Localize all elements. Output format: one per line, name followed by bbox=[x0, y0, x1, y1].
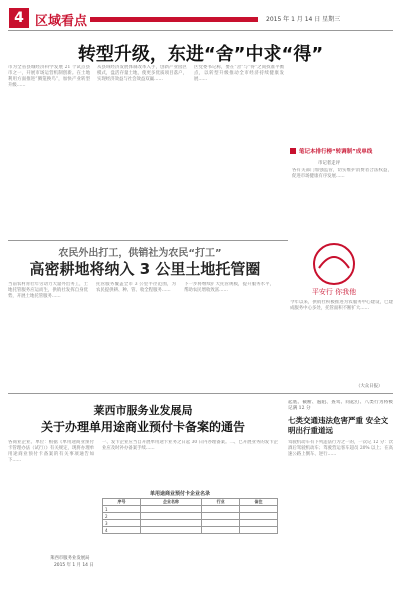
notice-headline-1: 莱西市服务业发展局 bbox=[93, 404, 193, 417]
table-cell bbox=[240, 513, 278, 520]
right-headline: 七类交通违法危害严重 安全文明出行重道远 bbox=[288, 416, 389, 435]
right-text: 驾驶机动车有下列违法行为之一的，一次记 12 分：饮酒后驾驶机动车；驾驶营运客车超员 20% 以上；在高速公路上倒车、逆行…… bbox=[288, 440, 393, 457]
section-title: 区域看点 bbox=[35, 14, 88, 29]
table-cell bbox=[140, 520, 201, 527]
table-cell bbox=[202, 520, 240, 527]
table-cell bbox=[140, 506, 201, 513]
middle-side-author: （大众日报） bbox=[356, 384, 383, 389]
date-line: 2015 年 1 月 14 日 星期三 bbox=[266, 16, 341, 23]
top-column-2: 从县域经济发展体制改革入手，创新产业园区模式，盘活存量土地，使更多优质项目落户，实现经济效益与社会效益双赢…… bbox=[97, 65, 187, 82]
notice-headline-2: 关于办理单用途商业预付卡备案的通告 bbox=[40, 420, 245, 434]
table-row bbox=[103, 527, 278, 534]
divider bbox=[8, 30, 393, 31]
table-cell: 1 bbox=[103, 506, 141, 513]
logo-text: 平安行 你我他 bbox=[311, 288, 357, 296]
table-row bbox=[103, 513, 278, 520]
masthead-red-bar bbox=[90, 17, 258, 22]
table-row bbox=[103, 520, 278, 527]
table-cell: 4 bbox=[103, 527, 141, 534]
notice-column-1: 各商业企业、单位：根据《单用途商业预付卡管理办法（试行）》有关规定，现将办理单用途商业预付卡备案的有关事项通告如下…… bbox=[8, 440, 94, 463]
table-header: 序号 bbox=[103, 499, 141, 506]
table-header: 行业 bbox=[202, 499, 240, 506]
table-cell bbox=[240, 520, 278, 527]
enterprise-table bbox=[102, 498, 278, 534]
table-row bbox=[103, 506, 278, 513]
middle-kicker: 农民外出打工，供销社为农民“打工” bbox=[58, 248, 222, 259]
table-cell bbox=[240, 506, 278, 513]
table-cell bbox=[202, 506, 240, 513]
middle-column-1: 当前农村青壮年劳动力大量外出务工，土地托管服务应运而生，供销社发挥自身优势，开展土地托管服务…… bbox=[8, 282, 88, 299]
safety-logo-icon bbox=[303, 240, 365, 298]
notice-signature-org: 莱西市服务业发展局 bbox=[50, 556, 90, 561]
table-cell: 3 bbox=[103, 520, 141, 527]
sidebar-text: 各有关部门加强监管，切实维护消费者合法权益，促进市场健康有序发展…… bbox=[292, 168, 392, 179]
page-number: 4 bbox=[9, 8, 29, 28]
table-cell: 2 bbox=[103, 513, 141, 520]
table-cell bbox=[140, 527, 201, 534]
notice-signature-date: 2015 年 1 月 14 日 bbox=[54, 563, 94, 568]
sidebar-head-text: 笔记本排行榜“转调制”成单线 bbox=[299, 149, 373, 155]
middle-side-text: 今年以来，供销社积极推进为农服务中心建设，已建成服务中心多处，托管面积不断扩大…… bbox=[290, 300, 393, 311]
middle-headline: 高密耕地将纳入 3 公里土地托管圈 bbox=[29, 260, 261, 278]
sidebar-author: 市记者走评 bbox=[318, 161, 340, 166]
table-header: 企业名称 bbox=[140, 499, 201, 506]
notice-column-2: 一、发卡企业应当自开展单用途卡业务之日起 30 日内办理备案。二、已开展业务的发卡企业应及时补办备案手续…… bbox=[102, 440, 278, 451]
table-cell bbox=[202, 527, 240, 534]
table-cell bbox=[140, 513, 201, 520]
middle-column-3: 下一步将继续扩大托管规模，提升服务水平，帮助农民增收致富…… bbox=[184, 282, 274, 293]
middle-column-2: 托管服务覆盖全市 3 公里半径范围，为农民提供耕、种、管、收全程服务…… bbox=[96, 282, 176, 293]
masthead bbox=[0, 0, 401, 34]
top-column-3: 区党委书记称，要在“舍”与“得”之间找准平衡点，以转型升级推动全市经济持续健康发展…… bbox=[194, 65, 284, 82]
divider bbox=[8, 240, 288, 241]
top-column-1: 市为全省县城经济科学发展 21 个试点县市之一，开展市场运营机制创新。在土地利用方面推进“腾笼换鸟”，加快产业转型升级…… bbox=[8, 65, 90, 88]
table-header: 备注 bbox=[240, 499, 278, 506]
divider bbox=[8, 393, 393, 394]
table-cell bbox=[202, 513, 240, 520]
right-kicker: 起底、截断、遏阻、查驾、问起打、八类行为将被记满 12 分 bbox=[288, 400, 393, 411]
sidebar-mark bbox=[290, 148, 296, 154]
table-title: 单用途商业预付卡企业名录 bbox=[150, 491, 211, 497]
sidebar-head bbox=[290, 147, 393, 156]
top-headline: 转型升级，东进“舍”中求“得” bbox=[77, 44, 324, 65]
table-cell bbox=[240, 527, 278, 534]
